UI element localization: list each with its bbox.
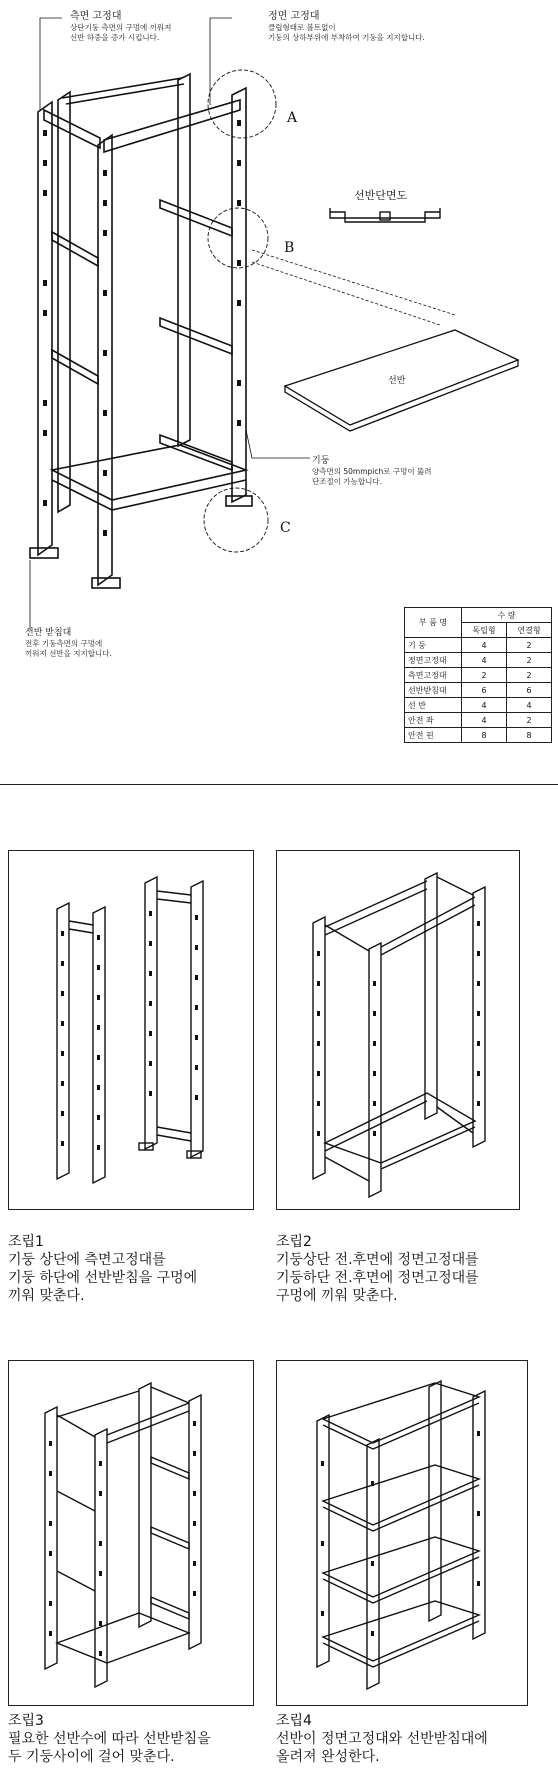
step-1-line-3: 끼워 맞춘다. bbox=[8, 1288, 85, 1304]
front-brace-desc-1: 클립형태로 볼트없이 bbox=[268, 23, 336, 32]
front-brace-desc-2: 기둥의 상하부위에 부착하여 기둥을 지지합니다. bbox=[268, 33, 425, 42]
step-1-line-1: 기둥 상단에 측면고정대를 bbox=[8, 1252, 166, 1268]
part-name: 정면고정대 bbox=[405, 653, 462, 668]
qty-connected: 2 bbox=[507, 713, 552, 728]
step-3-title: 조립3 bbox=[8, 1713, 44, 1729]
table-row bbox=[405, 728, 552, 743]
qty-connected: 6 bbox=[507, 683, 552, 698]
table-row bbox=[405, 668, 552, 683]
qty-standalone: 4 bbox=[462, 713, 507, 728]
label-post bbox=[312, 455, 431, 487]
table-row bbox=[405, 653, 552, 668]
label-shelf: 선반 bbox=[388, 376, 406, 386]
post-desc-1: 양측면의 50mmpich로 구멍이 뚫려 bbox=[312, 467, 432, 476]
part-name: 선 반 bbox=[405, 698, 462, 713]
table-row bbox=[405, 683, 552, 698]
step-1-title: 조립1 bbox=[8, 1234, 44, 1250]
qty-connected: 2 bbox=[507, 638, 552, 653]
label-shelf-section: 선반단면도 bbox=[354, 189, 408, 202]
qty-standalone: 4 bbox=[462, 638, 507, 653]
qty-standalone: 4 bbox=[462, 653, 507, 668]
exploded-diagram bbox=[0, 0, 558, 740]
post-desc-2: 단조절이 가능합니다. bbox=[312, 477, 382, 486]
post-title: 기둥 bbox=[312, 456, 330, 466]
part-name: 안전 좌 bbox=[405, 713, 462, 728]
qty-standalone: 2 bbox=[462, 668, 507, 683]
step-4-frame bbox=[276, 1360, 528, 1706]
marker-c: C bbox=[280, 520, 291, 536]
part-name: 기 둥 bbox=[405, 638, 462, 653]
step-3-line-2: 두 기둥사이에 걸어 맞춘다. bbox=[8, 1749, 175, 1765]
step-2-drawing bbox=[277, 851, 519, 1209]
shelf-support-desc-2: 끼워져 선반을 지지합니다. bbox=[25, 649, 112, 658]
step-1-line-2: 기둥 하단에 선반받침을 구멍에 bbox=[8, 1270, 198, 1286]
parts-subheader-connected: 연결형 bbox=[507, 623, 552, 638]
step-4-caption bbox=[276, 1712, 556, 1766]
qty-standalone: 6 bbox=[462, 683, 507, 698]
part-name: 선반받침대 bbox=[405, 683, 462, 698]
side-brace-title: 측면 고정대 bbox=[70, 11, 122, 22]
marker-b: B bbox=[284, 240, 295, 256]
step-1-drawing bbox=[9, 851, 253, 1209]
qty-connected: 4 bbox=[507, 698, 552, 713]
step-2-line-3: 구멍에 끼워 맞춘다. bbox=[276, 1288, 398, 1304]
part-name: 측면고정대 bbox=[405, 668, 462, 683]
step-2-line-1: 기둥상단 전.후면에 정면고정대를 bbox=[276, 1252, 479, 1268]
step-3-caption bbox=[8, 1712, 278, 1766]
label-front-brace bbox=[268, 11, 425, 43]
qty-standalone: 8 bbox=[462, 728, 507, 743]
front-brace-title: 정면 고정대 bbox=[268, 11, 320, 22]
side-brace-desc-1: 상단기둥 측면의 구멍에 끼워져 bbox=[70, 23, 172, 32]
parts-header-name: 부 품 명 bbox=[405, 608, 462, 638]
step-4-line-1: 선반이 정면고정대와 선반받침대에 bbox=[276, 1731, 488, 1747]
part-name: 안전 핀 bbox=[405, 728, 462, 743]
step-1-frame bbox=[8, 850, 254, 1210]
section-divider bbox=[0, 784, 558, 785]
step-3-frame bbox=[8, 1360, 254, 1706]
step-2-frame bbox=[276, 850, 520, 1210]
qty-connected: 2 bbox=[507, 668, 552, 683]
shelf-support-desc-1: 전후 기둥측면의 구멍에 bbox=[25, 639, 103, 648]
qty-standalone: 4 bbox=[462, 698, 507, 713]
marker-a: A bbox=[287, 110, 298, 126]
parts-header-qty: 수 량 bbox=[462, 608, 552, 623]
step-4-line-2: 올려져 완성한다. bbox=[276, 1749, 380, 1765]
label-shelf-support bbox=[25, 627, 112, 659]
step-4-drawing bbox=[277, 1361, 527, 1705]
step-2-caption bbox=[276, 1233, 556, 1305]
step-1-caption bbox=[8, 1233, 258, 1305]
parts-table bbox=[404, 607, 552, 743]
parts-subheader-standalone: 독립형 bbox=[462, 623, 507, 638]
table-row bbox=[405, 638, 552, 653]
step-2-line-2: 기둥하단 전.후면에 정면고정대를 bbox=[276, 1270, 479, 1286]
side-brace-desc-2: 선반 하중을 증가 시킵니다. bbox=[70, 33, 160, 42]
step-3-drawing bbox=[9, 1361, 253, 1705]
step-4-title: 조립4 bbox=[276, 1713, 312, 1729]
step-3-line-1: 필요한 선반수에 따라 선반받침을 bbox=[8, 1731, 211, 1747]
qty-connected: 2 bbox=[507, 653, 552, 668]
table-row bbox=[405, 698, 552, 713]
qty-connected: 8 bbox=[507, 728, 552, 743]
shelf-support-title: 선반 받침대 bbox=[25, 628, 72, 638]
step-2-title: 조립2 bbox=[276, 1234, 312, 1250]
label-side-brace bbox=[70, 11, 171, 43]
table-row bbox=[405, 713, 552, 728]
rack-exploded-drawing bbox=[0, 0, 558, 700]
